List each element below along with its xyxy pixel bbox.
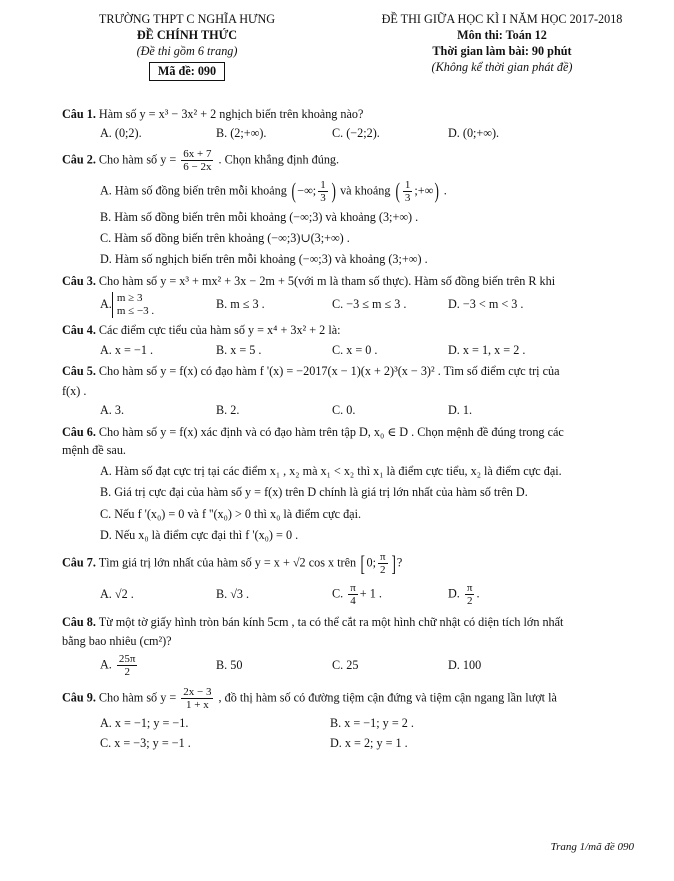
option-a: A. $\frac{25\pi}{2}$ xyxy=(100,652,136,678)
option-b: B. √3 . xyxy=(216,587,250,602)
exam-header xyxy=(62,12,644,104)
option-a: A. 3. xyxy=(100,403,125,418)
question-3 xyxy=(62,274,644,319)
question-label: Câu 9. xyxy=(62,690,96,705)
question-label: Câu 6. xyxy=(62,424,96,439)
question-6 xyxy=(62,425,644,544)
option-a: A. (0;2). xyxy=(100,126,142,141)
option-b: B. m ≤ 3 . xyxy=(216,297,265,312)
option-c: C. 25 xyxy=(332,657,359,672)
option-d: D. $\frac{\pi}{2}$ . xyxy=(448,582,480,608)
official-label: ĐỀ CHÍNH THỨC xyxy=(136,28,238,42)
question-text-pre: Tìm giá trị lớn nhất của hàm số y = x + √2 cos x trên xyxy=(98,555,357,570)
option-d: D. Hàm số nghịch biến trên mỗi khoảng (−∞;3) và khoảng (3;+∞) . xyxy=(100,252,428,267)
question-text-cont: f(x) . xyxy=(62,384,87,398)
question-7: Câu 7. Tìm giá trị lớn nhất của hàm số y = x + √2 cos x trên [0; $\frac{\pi}{2}$ ]? A. √2 . B. √3 . C. $\frac{\pi}{4}$ + 1 . D. $\frac{\pi}{2}$ . xyxy=(62,551,644,607)
question-label: Câu 1. xyxy=(62,107,96,121)
option-c: C. $\frac{\pi}{4}$ + 1 . xyxy=(332,582,382,608)
question-text-pre: Cho hàm số y = xyxy=(98,690,177,705)
option-b: B. x = 5 . xyxy=(216,342,262,357)
school-name: TRƯỜNG THPT C NGHĨA HƯNG xyxy=(98,12,276,26)
question-text-cont: mệnh đề sau. xyxy=(62,442,126,457)
option-b: B. Hàm số đồng biến trên mỗi khoảng (−∞;3) và khoảng (3;+∞) . xyxy=(100,209,419,224)
question-5 xyxy=(62,364,644,419)
option-b: B. (2;+∞). xyxy=(216,126,267,141)
option-d: D. x = 2; y = 1 . xyxy=(330,735,408,750)
option-d: D. 100 xyxy=(448,657,482,672)
option-d: D. (0;+∞). xyxy=(448,126,500,141)
question-1 xyxy=(62,107,644,142)
question-text: Các điểm cực tiểu của hàm số y = x⁴ + 3x² + 2 là: xyxy=(98,323,341,338)
option-c: C. (−2;2). xyxy=(332,126,380,141)
duration: Thời gian làm bài: 90 phút xyxy=(432,44,572,58)
option-d: D. −3 < m < 3 . xyxy=(448,297,524,312)
option-c: C. x = 0 . xyxy=(332,342,378,357)
question-text: Từ một tờ giấy hình tròn bán kính 5cm , ta có thể cắt ra một hình chữ nhật có diện tích lớn nhất xyxy=(98,615,564,630)
option-a: A. x = −1 . xyxy=(100,342,154,357)
page-count: (Đề thi gồm 6 trang) xyxy=(136,44,238,58)
question-label: Câu 7. xyxy=(62,555,96,570)
question-4 xyxy=(62,323,644,358)
question-text: Hàm số y = x³ − 3x² + 2 nghịch biến trên khoảng nào? xyxy=(98,107,364,121)
question-label: Câu 5. xyxy=(62,363,96,378)
question-text-post: , đồ thị hàm số có đường tiệm cận đứng và tiệm cận ngang lần lượt là xyxy=(218,690,557,705)
option-b: B. Giá trị cực đại của hàm số y = f(x) trên D chính là giá trị lớn nhất của hàm số trên D. xyxy=(100,485,528,500)
question-text-post: . Chọn khẳng định đúng. xyxy=(218,151,340,166)
header-left xyxy=(62,12,312,78)
option-c: C. x = −3; y = −1 . xyxy=(100,735,191,750)
page-footer: Trang 1/mã đề 090 xyxy=(550,841,634,854)
option-a: A. m ≥ 3 m ≤ −3 . xyxy=(100,291,155,318)
question-label: Câu 3. xyxy=(62,273,96,288)
option-b: B. 50 xyxy=(216,657,243,672)
question-text: Cho hàm số y = f(x) xác định và có đạo hàm trên tập D, x₀ ∈ D . Chọn mệnh đề đúng trong các xyxy=(98,424,564,439)
fraction: $\frac{6x + 7}{6 - 2x}$ xyxy=(183,147,212,173)
question-text: Cho hàm số y = x³ + mx² + 3x − 2m + 5(với m là tham số thực). Hàm số đồng biến trên R khi xyxy=(98,273,556,288)
question-label: Câu 4. xyxy=(62,323,96,338)
question-label: Câu 8. xyxy=(62,615,96,630)
question-2 xyxy=(62,148,644,268)
fraction: $\frac{2x - 3}{1 + x}$ xyxy=(183,686,212,712)
option-d: D. 1. xyxy=(448,403,473,418)
option-c: C. −3 ≤ m ≤ 3 . xyxy=(332,297,407,312)
option-a: A. Hàm số đồng biến trên mỗi khoảng (−∞; $\frac{1}{3}$ ) và khoảng ( $\frac{1}{3}$ ;+∞) . xyxy=(100,178,447,204)
option-c: C. Hàm số đồng biến trên khoảng (−∞;3)∪(3;+∞) . xyxy=(100,231,350,246)
exam-code: Mã đề: 090 xyxy=(149,62,225,81)
option-d: D. x = 1, x = 2 . xyxy=(448,342,526,357)
option-a: A. Hàm số đạt cực trị tại các điểm x₁ , x₂ mà x₁ < x₂ thì x₁ là điểm cực tiểu, x₂ là điểm cực đại. xyxy=(100,464,562,478)
option-b: B. x = −1; y = 2 . xyxy=(330,716,414,731)
question-9 xyxy=(62,686,644,751)
option-a: A. √2 . xyxy=(100,587,134,602)
option-a: A. x = −1; y = −1. xyxy=(100,716,189,731)
option-d: D. Nếu x₀ là điểm cực đại thì f '(x₀) = 0 . xyxy=(100,527,299,542)
question-text-cont: bằng bao nhiêu (cm²)? xyxy=(62,633,172,648)
question-text: Cho hàm số y = f(x) có đạo hàm f '(x) = −2017(x − 1)(x + 2)³(x − 3)² . Tìm số điểm cực trị của xyxy=(98,363,560,378)
header-right xyxy=(352,12,652,76)
question-label: Câu 2. xyxy=(62,151,96,166)
exam-title: ĐỀ THI GIỮA HỌC KÌ I NĂM HỌC 2017-2018 xyxy=(381,12,623,26)
option-c: C. Nếu f '(x₀) = 0 và f ''(x₀) > 0 thì x₀ là điểm cực đại. xyxy=(100,506,362,521)
option-b: B. 2. xyxy=(216,403,240,418)
question-8 xyxy=(62,615,644,678)
question-text-pre: Cho hàm số y = xyxy=(98,151,177,166)
duration-note: (Không kể thời gian phát đề) xyxy=(431,60,573,74)
option-c: C. 0. xyxy=(332,403,356,418)
subject: Môn thi: Toán 12 xyxy=(457,28,547,42)
